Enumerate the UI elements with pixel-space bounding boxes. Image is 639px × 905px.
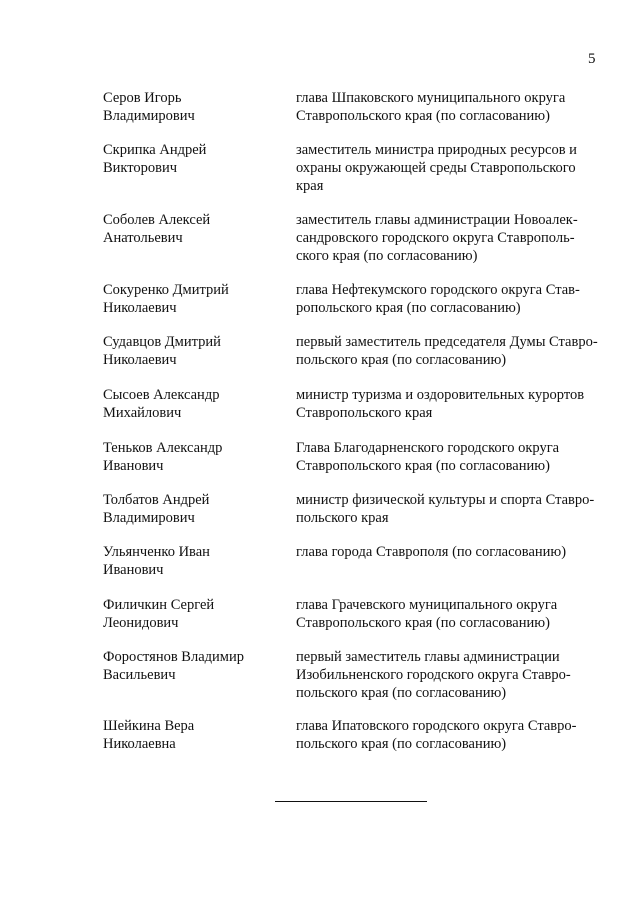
member-patronymic: Николаевна [103, 736, 176, 752]
member-patronymic: Михайлович [103, 405, 182, 421]
member-name [103, 648, 273, 684]
member-position: Глава Благодарненского городского округа Ставропольского края (по согласованию) [296, 440, 560, 474]
member-surname-first: Теньков Александр [103, 440, 223, 456]
member-surname-first: Судавцов Дмитрий [103, 334, 221, 350]
member-position: глава города Ставрополя (по согласованию) [296, 544, 567, 560]
member-patronymic: Владимирович [103, 510, 195, 526]
member-name [103, 439, 273, 475]
member-position: министр туризма и оздоровительных курортов Ставропольского края [296, 387, 585, 421]
member-surname-first: Филичкин Сергей [103, 597, 215, 613]
member-name [103, 491, 273, 527]
member-position: глава Нефтекумского городского округа Став- ропольского края (по согласованию) [296, 282, 580, 316]
member-position: глава Грачевского муниципального округа Ставропольского края (по согласованию) [296, 597, 558, 631]
member-patronymic: Викторович [103, 160, 178, 176]
member-patronymic: Николаевич [103, 352, 177, 368]
member-patronymic: Владимирович [103, 108, 195, 124]
member-surname-first: Соболев Алексей [103, 212, 211, 228]
member-surname-first: Сысоев Александр [103, 387, 220, 403]
member-name [103, 717, 273, 753]
member-surname-first: Форостянов Владимир [103, 649, 244, 665]
member-position: глава Шпаковского муниципального округа Ставропольского края (по согласованию) [296, 90, 566, 124]
member-position: министр физической культуры и спорта Ставро- польского края [296, 492, 595, 526]
member-name [103, 333, 273, 369]
member-patronymic: Леонидович [103, 615, 179, 631]
member-name [103, 281, 273, 317]
member-position: глава Ипатовского городского округа Ставро- польского края (по согласованию) [296, 718, 577, 752]
member-name [103, 386, 273, 422]
member-name [103, 89, 273, 125]
member-surname-first: Толбатов Андрей [103, 492, 210, 508]
member-patronymic: Анатольевич [103, 230, 183, 246]
member-name [103, 211, 273, 247]
page-number: 5 [588, 51, 596, 67]
member-surname-first: Ульянченко Иван [103, 544, 210, 560]
member-name [103, 141, 273, 177]
member-patronymic: Иванович [103, 562, 164, 578]
member-surname-first: Шейкина Вера [103, 718, 195, 734]
member-surname-first: Сокуренко Дмитрий [103, 282, 229, 298]
member-name [103, 596, 273, 632]
member-position: заместитель главы администрации Новоалек- сандровского городского округа Ставрополь- ского края (по согласованию) [296, 212, 578, 264]
member-position: первый заместитель председателя Думы Ставро- польского края (по согласованию) [296, 334, 598, 368]
member-position: первый заместитель главы администрации Изобильненского городского округа Ставро- польского края (по согласованию) [296, 649, 571, 701]
member-position: заместитель министра природных ресурсов и охраны окружающей среды Ставропольского края [296, 142, 577, 194]
member-patronymic: Николаевич [103, 300, 177, 316]
member-patronymic: Иванович [103, 458, 164, 474]
member-name [103, 543, 273, 579]
member-patronymic: Васильевич [103, 667, 176, 683]
end-divider [275, 801, 427, 802]
member-surname-first: Скрипка Андрей [103, 142, 207, 158]
member-surname-first: Серов Игорь [103, 90, 182, 106]
